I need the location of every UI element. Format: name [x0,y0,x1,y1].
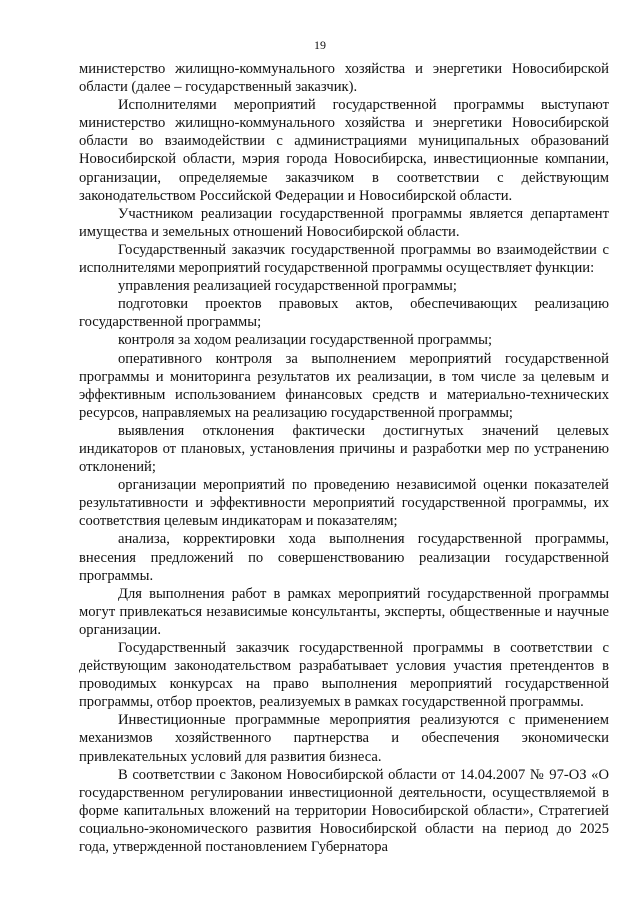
paragraph: оперативного контроля за выполнением мероприятий государственной программы и мониторинга результатов их реализации, в том числе за целевым и эффективным использованием финансовых средств и материально-технических ресурсов, направляемых на реализацию государственной программы; [79,350,609,421]
paragraph: Исполнителями мероприятий государственной программы выступают министерство жилищно-коммунального хозяйства и энергетики Новосибирской области во взаимодействии с администрациями муниципальных образований Новосибирской области, мэрия города Новосибирска, инвестиционные компании, организации, определяемые заказчиком в соответствии с действующим законодательством Российской Федерации и Новосибирской области. [79,97,609,204]
paragraph: министерство жилищно-коммунального хозяйства и энергетики Новосибирской области (далее – государственный заказчик). [79,61,609,96]
paragraph: подготовки проектов правовых актов, обеспечивающих реализацию государственной программы; [79,296,609,331]
paragraph: Для выполнения работ в рамках мероприятий государственной программы могут привлекаться независимые консультанты, эксперты, общественные и научные организации. [79,585,609,638]
page-number: 19 [314,38,326,52]
paragraph: Государственный заказчик государственной программы во взаимодействии с исполнителями мероприятий государственной программы осуществляет функции: [79,241,609,277]
paragraph: выявления отклонения фактически достигнутых значений целевых индикаторов от плановых, установления причины и разработки мер по устранению отклонений; [79,422,609,476]
paragraph: организации мероприятий по проведению независимой оценки показателей результативности и эффективности мероприятий государственной программы, их соответствия целевым индикаторам и показателям; [79,477,609,530]
paragraph: В соответствии с Законом Новосибирской области от 14.04.2007 № 97-ОЗ «О государственном регулировании инвестиционной деятельности, осуществляемой в форме капитальных вложений на территории Новосибирской области», Стратегией социально-экономического развития Новосибирской области на период до 2025 года, утвержденной постановлением Губернатора [79,766,609,856]
paragraph: управления реализацией государственной программы; [118,278,457,295]
paragraph: анализа, корректировки хода выполнения государственной программы, внесения предложений по совершенствованию реализации государственной программы. [79,531,609,584]
document-body [79,60,609,856]
paragraph: Участником реализации государственной программы является департамент имущества и земельных отношений Новосибирской области. [79,205,609,240]
paragraph: контроля за ходом реализации государственной программы; [118,332,493,349]
paragraph: Государственный заказчик государственной программы в соответствии с действующим законодательством разрабатывает условия участия претендентов в проводимых конкурсах на право выполнения мероприятий государственной программы, отбор проектов, реализуемых в рамках государственной программы. [79,640,609,711]
paragraph: Инвестиционные программные мероприятия реализуются с применением механизмов хозяйственного партнерства и обеспечения экономически привлекательных условий для развития бизнеса. [79,712,609,765]
